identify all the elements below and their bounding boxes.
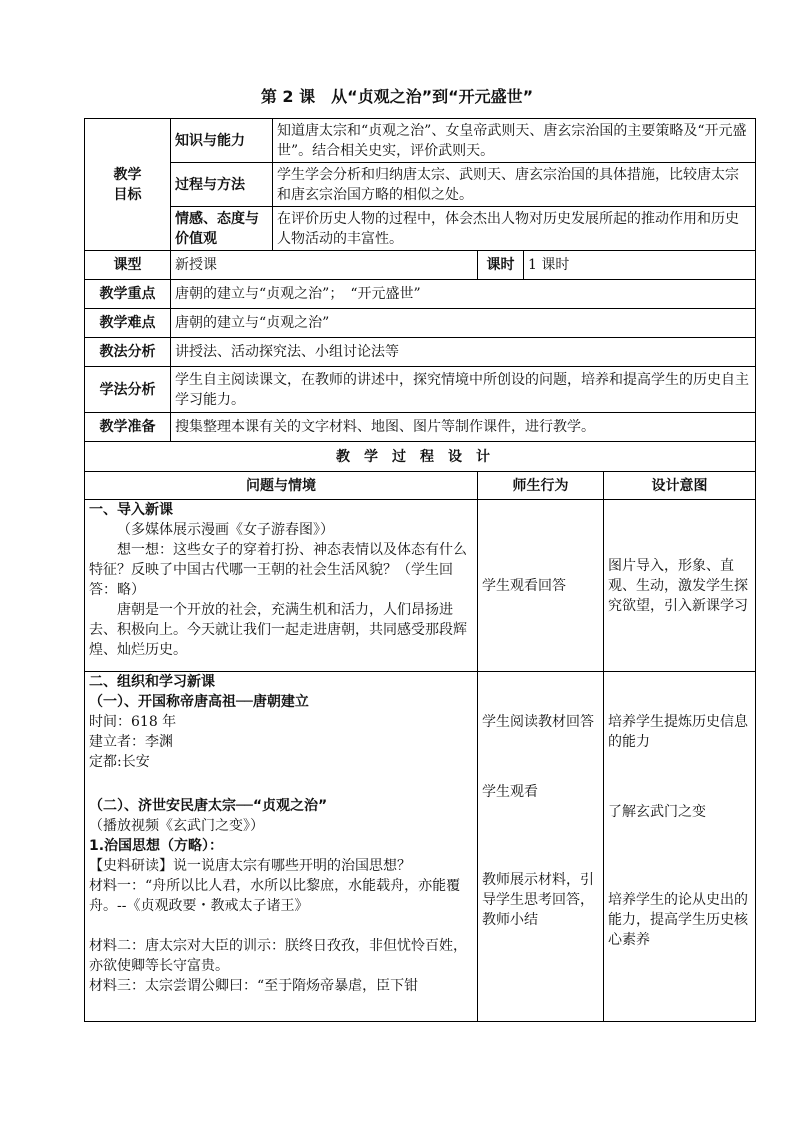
objective-label-process: 过程与方法 [171, 163, 273, 207]
col-header-intent: 设计意图 [604, 472, 756, 500]
sub2-action2: 教师展示材料，引导学生思考回答，教师小结 [482, 872, 594, 928]
sub1-line: 时间：618 年 [89, 714, 177, 730]
objective-text-process: 学生学会分析和归纳唐太宗、武则天、唐玄宗治国的具体措施，比较唐太宗和唐玄宗治国方略的相似之处。 [273, 163, 756, 207]
section2-actions [478, 672, 604, 1022]
section1-action: 学生观看回答 [478, 500, 604, 672]
difficulty-label: 教学难点 [85, 309, 171, 338]
sub2-material3: 材料三：太宗尝谓公卿曰：“至于隋炀帝暴虐，臣下钳 [89, 978, 419, 994]
lesson-plan-table [84, 118, 756, 1022]
objectives-label: 教学目标 [85, 119, 171, 251]
section1-line: （多媒体展示漫画《女子游春图》） [117, 522, 334, 538]
objective-label-values: 情感、态度与价值观 [171, 207, 273, 251]
section2-intents [604, 672, 756, 1022]
preparation-label: 教学准备 [85, 413, 171, 442]
col-header-situation: 问题与情境 [85, 472, 478, 500]
section2-content [85, 672, 478, 1022]
learning-method-text: 学生自主阅读课文，在教师的讲述中，探究情境中所创设的问题，培养和提高学生的历史自主学习能力。 [171, 367, 756, 413]
difficulty-text: 唐朝的建立与“贞观之治” [171, 309, 756, 338]
course-hours-label: 课时 [478, 251, 524, 280]
sub2-material2: 材料二：唐太宗对大臣的训示：朕终日孜孜，非但忧怜百姓，亦欲使卿等长守富贵。 [89, 938, 467, 974]
sub1-intent: 培养学生提炼历史信息的能力 [608, 714, 748, 750]
sub2-intent1: 了解玄武门之变 [608, 804, 706, 820]
section2-heading: 二、组织和学习新课 [89, 674, 215, 690]
section1-line: 唐朝是一个开放的社会，充满生机和活力，人们昂扬进去、积极向上。今天就让我们一起走进唐朝，共同感受那段辉煌、灿烂历史。 [89, 602, 467, 658]
page-title: 第 2 课 从“贞观之治”到“开元盛世” [260, 87, 534, 106]
sub2-prompt: 【史料研读】说一说唐太宗有哪些开明的治国思想？ [89, 858, 411, 874]
sub1-line: 建立者：李渊 [89, 734, 173, 750]
sub1-action: 学生阅读教材回答 [482, 714, 594, 730]
section1-content [85, 500, 478, 672]
objective-text-values: 在评价历史人物的过程中，体会杰出人物对历史发展所起的推动作用和历史人物活动的丰富性。 [273, 207, 756, 251]
objective-text-knowledge: 知道唐太宗和“贞观之治”、女皇帝武则天、唐玄宗治国的主要策略及“开元盛世”。结合相关史实，评价武则天。 [273, 119, 756, 163]
sub1-line: 定都:长安 [89, 754, 150, 770]
sub1-heading: （一）、开国称帝唐高祖──唐朝建立 [89, 694, 309, 710]
design-heading: 教学过程设计 [85, 442, 756, 472]
section1-line: 想一想：这些女子的穿着打扮、神态表情以及体态有什么特征？反映了中国古代哪一王朝的社会生活风貌？（学生回答：略） [89, 542, 467, 598]
sub2-heading: （二）、济世安民唐太宗──“贞观之治” [89, 798, 328, 814]
learning-method-label: 学法分析 [85, 367, 171, 413]
sub2-action1: 学生观看 [482, 784, 538, 800]
col-header-action: 师生行为 [478, 472, 604, 500]
course-type-value: 新授课 [171, 251, 478, 280]
key-points-label: 教学重点 [85, 280, 171, 309]
course-type-label: 课型 [85, 251, 171, 280]
section1-intent: 图片导入，形象、直观、生动，激发学生探究欲望，引入新课学习 [604, 500, 756, 672]
objective-label-knowledge: 知识与能力 [171, 119, 273, 163]
sub2-video: （播放视频《玄武门之变》） [89, 818, 264, 834]
teaching-method-text: 讲授法、活动探究法、小组讨论法等 [171, 338, 756, 367]
course-hours-value: 1 课时 [524, 251, 756, 280]
sub2-material1: 材料一：“舟所以比人君，水所以比黎庶，水能载舟，亦能覆舟。--《贞观政要・教戒太子诸王》 [89, 878, 461, 914]
sub2-point: 1.治国思想（方略）： [89, 838, 224, 854]
teaching-method-label: 教法分析 [85, 338, 171, 367]
key-points-text: 唐朝的建立与“贞观之治”； “开元盛世” [171, 280, 756, 309]
sub2-intent2: 培养学生的论从史出的能力，提高学生历史核心素养 [608, 892, 748, 948]
section1-heading: 一、导入新课 [89, 502, 173, 518]
preparation-text: 搜集整理本课有关的文字材料、地图、图片等制作课件，进行教学。 [171, 413, 756, 442]
